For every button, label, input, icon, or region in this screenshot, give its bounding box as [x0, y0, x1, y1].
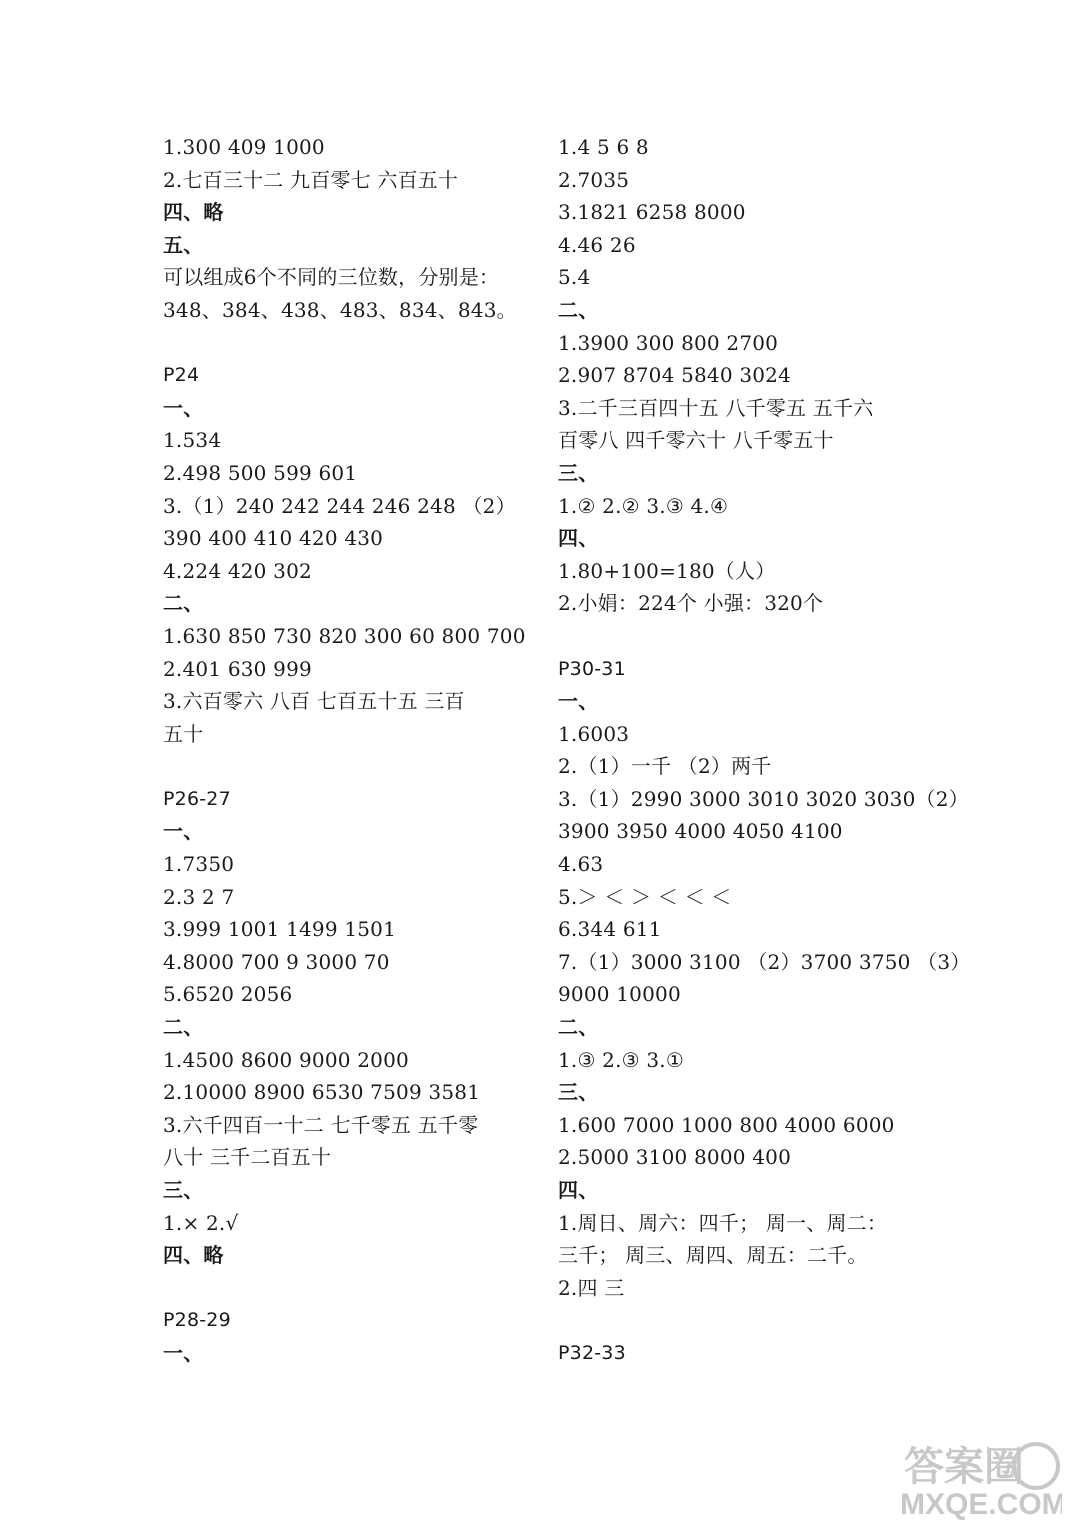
section-heading: 一、	[163, 819, 204, 844]
section-heading: 一、	[163, 1340, 204, 1365]
answer-line: 2.498 500 599 601	[163, 460, 358, 485]
answer-column-left	[163, 131, 538, 1370]
spacer	[163, 1272, 538, 1305]
answer-line: 2.7035	[558, 167, 630, 192]
answer-line: 3.（1）240 242 244 246 248 （2）	[163, 493, 516, 518]
answer-line: 2.10000 8900 6530 7509 3581	[163, 1080, 481, 1105]
answer-line: 4.224 420 302	[163, 558, 312, 583]
section-heading: 三、	[558, 460, 599, 485]
answer-line: 三千； 周三、周四、周五：二千。	[558, 1243, 868, 1268]
section-heading: 一、	[163, 395, 204, 420]
section-heading: 三、	[558, 1080, 599, 1105]
section-heading: 二、	[163, 1015, 204, 1040]
answer-line: 1.③ 2.③ 3.①	[558, 1047, 684, 1072]
page-reference-heading: P28-29	[163, 1309, 231, 1332]
answer-line: 7.（1）3000 3100 （2）3700 3750 （3）	[558, 949, 971, 974]
section-heading: 二、	[163, 591, 204, 616]
answer-line: 3.六千四百一十二 七千零五 五千零	[163, 1112, 479, 1137]
answer-line: 5.＞ ＜ ＞ ＜ ＜ ＜	[558, 884, 732, 909]
answer-line: 4.46 26	[558, 232, 636, 257]
answer-line: 3.1821 6258 8000	[558, 200, 746, 225]
section-heading: 三、	[163, 1178, 204, 1202]
answer-line: 5.4	[558, 265, 591, 290]
page-reference-heading: P32-33	[558, 1341, 626, 1364]
spacer	[163, 327, 538, 360]
spacer	[558, 620, 938, 653]
answer-line: 6.344 611	[558, 917, 662, 942]
section-heading: 二、	[558, 297, 599, 322]
answer-line: 1.4 5 6 8	[558, 135, 649, 159]
watermark-graphic	[896, 1438, 1062, 1520]
answer-line: 4.8000 700 9 3000 70	[163, 949, 390, 974]
answer-line: 3900 3950 4000 4050 4100	[558, 819, 843, 844]
watermark-top-text: 答案圈	[904, 1445, 1024, 1489]
section-heading: 四、	[558, 1178, 599, 1202]
answer-line: 五十	[163, 721, 204, 746]
answer-line: 3.（1）2990 3000 3010 3020 3030（2）	[558, 786, 969, 811]
answer-line: 3.二千三百四十五 八千零五 五千六	[558, 395, 874, 420]
answer-line: 2.401 630 999	[163, 656, 312, 681]
answer-line: 1.600 7000 1000 800 4000 6000	[558, 1112, 895, 1137]
section-heading: 四、	[558, 526, 599, 551]
answer-line: 1.周日、周六：四千； 周一、周二：	[558, 1210, 888, 1235]
answer-column-right	[558, 131, 971, 1370]
answer-line: 1.② 2.② 3.③ 4.④	[558, 493, 729, 518]
answer-line: 1.4500 8600 9000 2000	[163, 1047, 409, 1072]
section-heading: 一、	[558, 689, 599, 714]
answer-line: 1.630 850 730 820 300 60 800 700	[163, 623, 526, 648]
answer-line: 2.（1）一千 （2）两千	[558, 754, 772, 779]
answer-line: 9000 10000	[558, 982, 681, 1007]
answer-line: 348、384、438、483、834、843。	[163, 297, 517, 322]
answer-line: 1.300 409 1000	[163, 135, 325, 159]
page-reference-heading: P30-31	[558, 657, 626, 680]
answer-line: 5.6520 2056	[163, 982, 293, 1007]
watermark-bottom-text: MXQE.COM	[900, 1488, 1062, 1520]
answer-line: 可以组成6个不同的三位数，分别是：	[163, 265, 500, 290]
section-heading: 五、	[163, 232, 204, 257]
answer-line: 1.6003	[558, 721, 630, 746]
answer-line: 2.5000 3100 8000 400	[558, 1145, 792, 1170]
answer-line: 3.999 1001 1499 1501	[163, 917, 397, 942]
answer-line: 1.534	[163, 428, 222, 453]
watermark-logo	[896, 1438, 1062, 1520]
answer-line: 1.3900 300 800 2700	[558, 330, 779, 355]
answer-line: 2.907 8704 5840 3024	[558, 363, 792, 388]
answer-line: 八十 三千二百五十	[163, 1145, 332, 1170]
answer-line: 1.7350	[163, 852, 235, 877]
spacer	[558, 1304, 938, 1337]
answer-line: 2.小娟：224个 小强：320个	[558, 591, 824, 616]
answer-line: 2.七百三十二 九百零七 六百五十	[163, 167, 459, 192]
spacer	[163, 750, 538, 783]
answer-line: 1.80+100=180（人）	[558, 558, 776, 583]
page-reference-heading: P24	[163, 364, 200, 387]
answer-line: 3.六百零六 八百 七百五十五 三百	[163, 689, 465, 714]
answer-line: 2.3 2 7	[163, 884, 235, 909]
answer-line: 1.× 2.√	[163, 1210, 239, 1235]
section-heading: 二、	[558, 1015, 599, 1040]
page-reference-heading: P26-27	[163, 787, 231, 810]
section-heading: 四、略	[163, 1243, 224, 1268]
answer-line: 百零八 四千零六十 八千零五十	[558, 428, 834, 453]
section-heading: 四、略	[163, 200, 224, 225]
answer-line: 2.四 三	[558, 1275, 625, 1300]
answer-line: 390 400 410 420 430	[163, 526, 384, 551]
answer-line: 4.63	[558, 852, 604, 877]
